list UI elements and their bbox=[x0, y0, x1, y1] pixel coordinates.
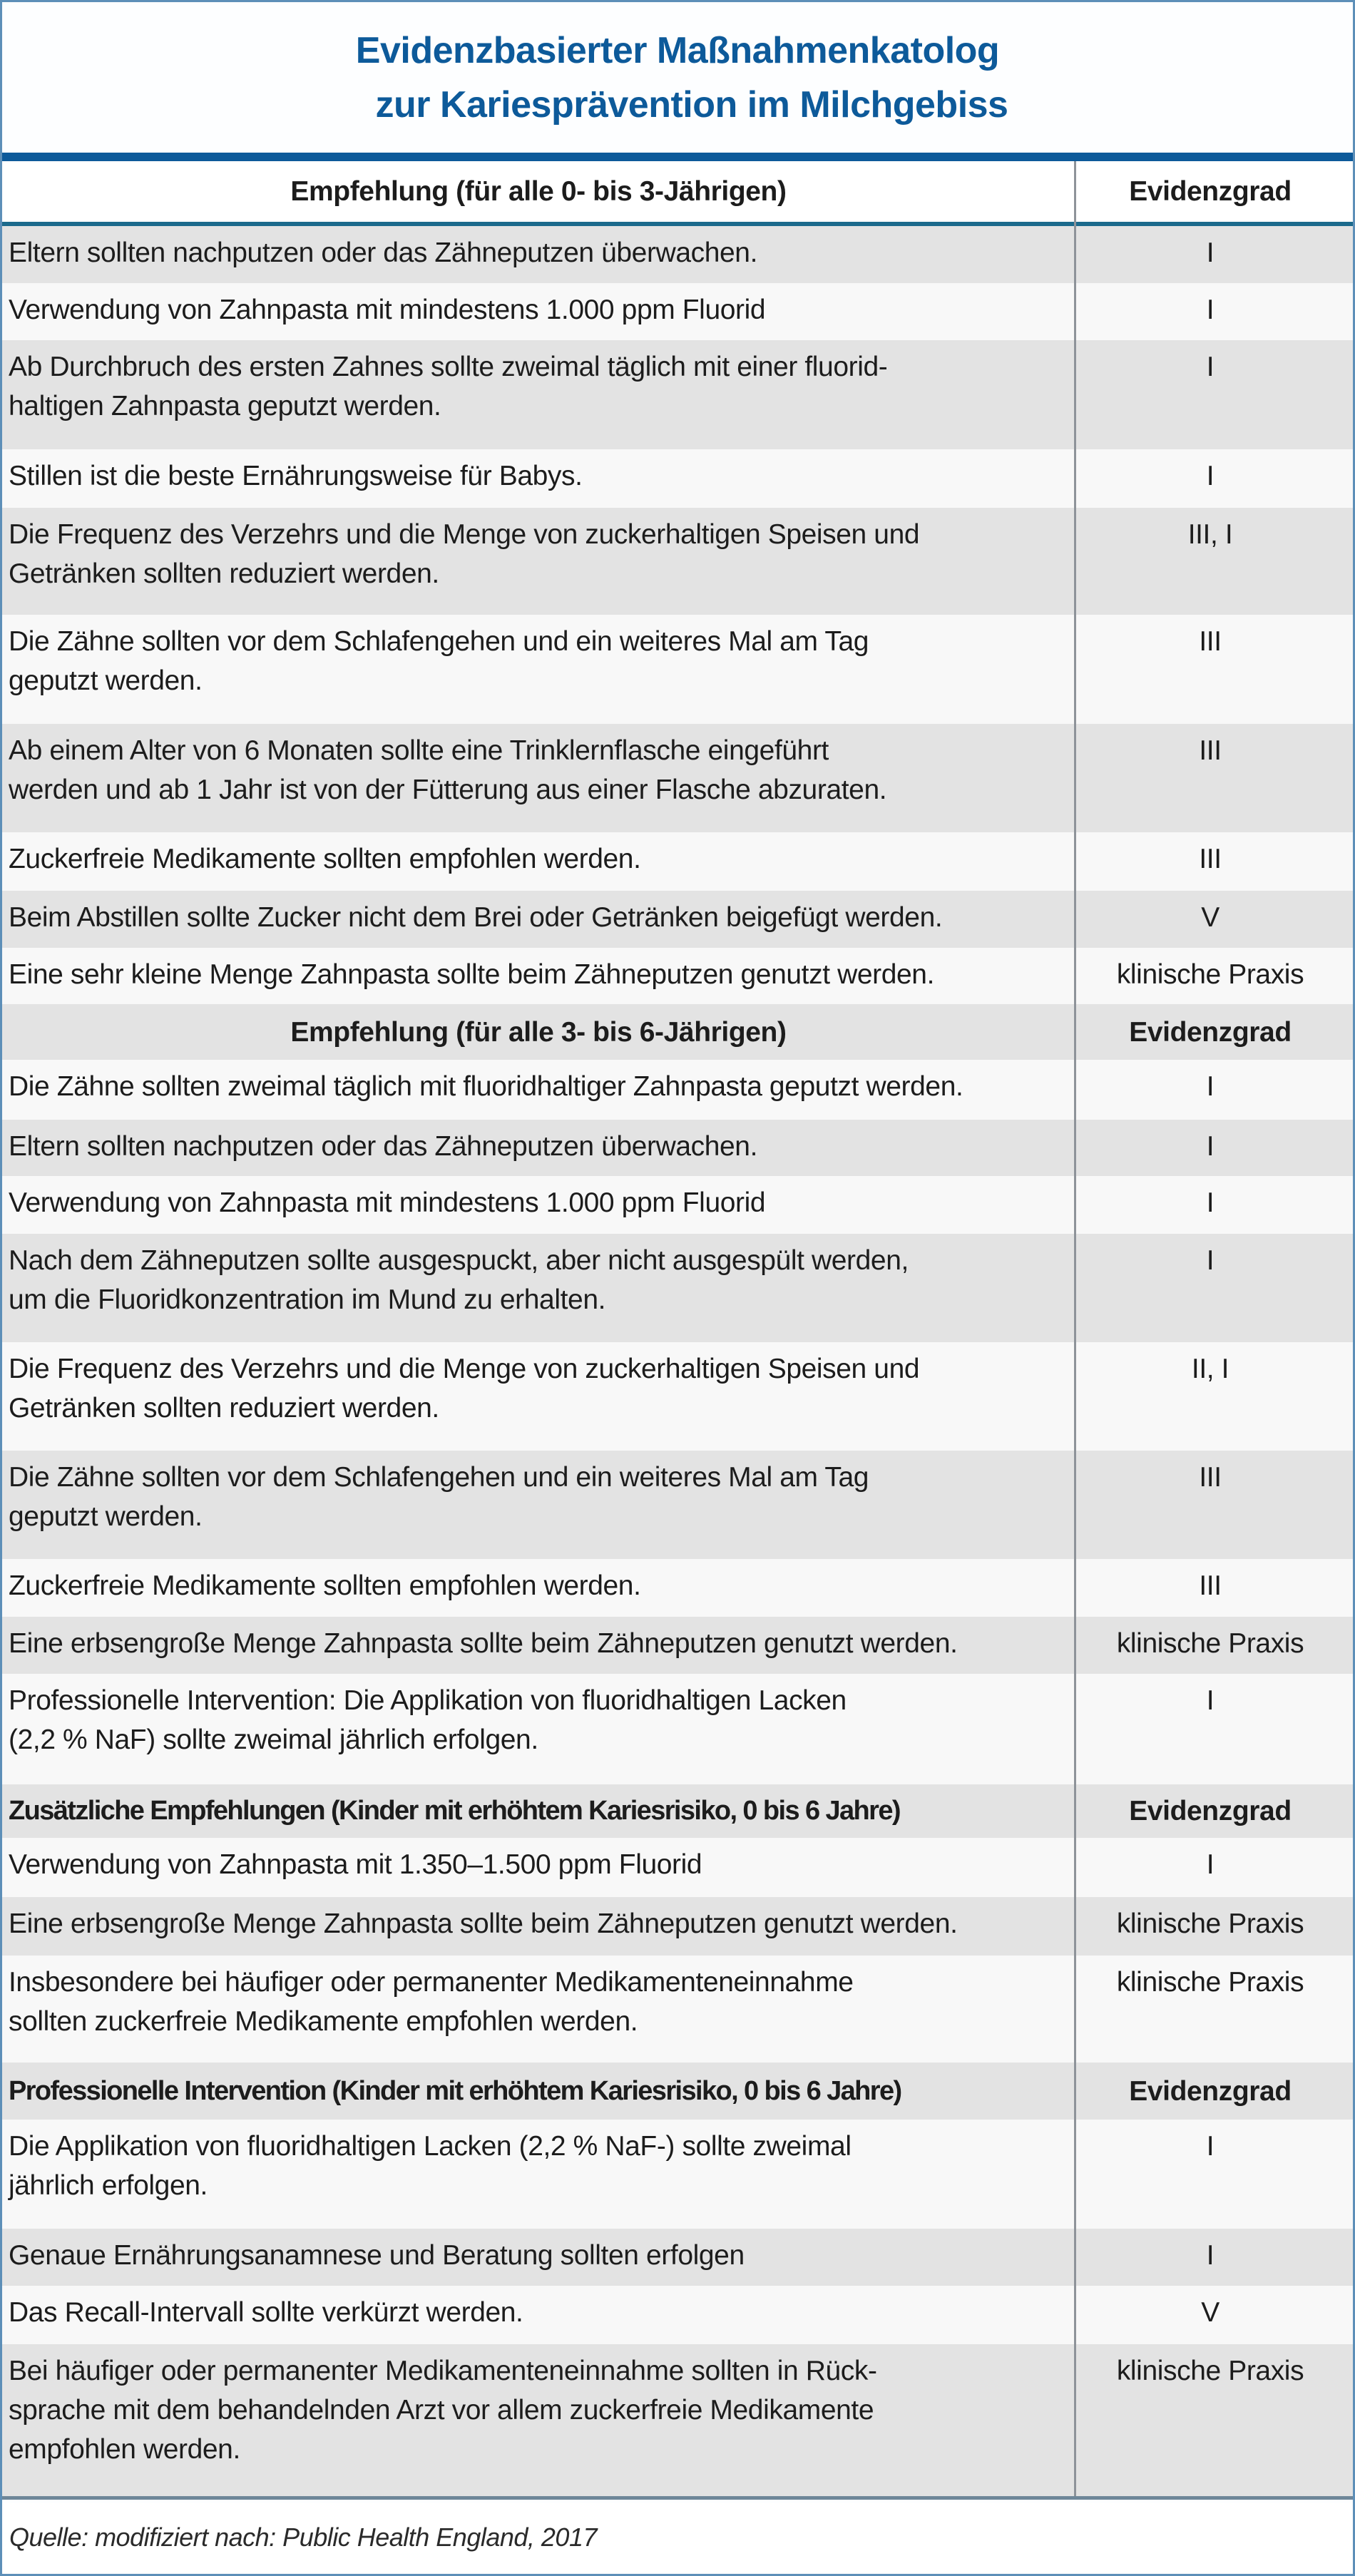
evidence-grade: I bbox=[1206, 2131, 1215, 2162]
evidence-grade-cell bbox=[1074, 1617, 1346, 1674]
evidence-grade-cell bbox=[1074, 615, 1346, 724]
recommendation-text-line: Insbesondere bei häufiger oder permanenter Medikamenteneinnahme bbox=[9, 1967, 854, 1998]
evidence-grade-cell bbox=[1074, 724, 1346, 832]
recommendation-cell bbox=[2, 1838, 1074, 1897]
recommendation-text-line: Das Recall-Intervall sollte verkürzt werden. bbox=[9, 2297, 523, 2328]
evidence-grade: III bbox=[1199, 735, 1222, 766]
evidence-grade-cell bbox=[1074, 832, 1346, 891]
recommendation-text-line: geputzt werden. bbox=[9, 665, 203, 696]
recommendation-text-line: um die Fluoridkonzentration im Mund zu erhalten. bbox=[9, 1284, 606, 1315]
evidence-grade-cell bbox=[1074, 283, 1346, 340]
recommendation-text-line: Nach dem Zähneputzen sollte ausgespuckt, aber nicht ausgespült werden, bbox=[9, 1245, 909, 1276]
recommendation-cell bbox=[2, 1674, 1074, 1784]
evidence-grade: I bbox=[1206, 295, 1215, 325]
recommendation-cell bbox=[2, 226, 1074, 283]
recommendation-text-line: Eine erbsengroße Menge Zahnpasta sollte beim Zähneputzen genutzt werden. bbox=[9, 1908, 958, 1939]
evidence-grade: klinische Praxis bbox=[1116, 959, 1304, 990]
recommendation-cell bbox=[2, 1617, 1074, 1674]
evidence-grade: I bbox=[1206, 1071, 1215, 1102]
section-header bbox=[2, 1004, 1074, 1060]
recommendation-cell bbox=[2, 1176, 1074, 1234]
evidence-grade: I bbox=[1206, 237, 1215, 268]
recommendation-text-line: Verwendung von Zahnpasta mit mindestens 1.000 ppm Fluorid bbox=[9, 295, 766, 325]
grade-header-label: Evidenzgrad bbox=[1129, 2075, 1292, 2107]
grade-header-label: Evidenzgrad bbox=[1129, 1016, 1292, 1048]
recommendation-text-line: werden und ab 1 Jahr ist von der Fütterung aus einer Flasche abzuraten. bbox=[9, 775, 887, 805]
table-row bbox=[2, 2120, 1353, 2229]
title-rule bbox=[2, 153, 1353, 161]
recommendation-text-line: Zuckerfreie Medikamente sollten empfohlen werden. bbox=[9, 844, 641, 874]
evidence-grade-cell bbox=[1074, 2120, 1346, 2229]
evidence-grade-cell bbox=[1074, 226, 1346, 283]
evidence-grade: I bbox=[1206, 1849, 1215, 1880]
recommendation-cell bbox=[2, 891, 1074, 948]
recommendation-text-line: Ab einem Alter von 6 Monaten sollte eine Trinklernflasche eingeführt bbox=[9, 735, 829, 766]
recommendation-cell bbox=[2, 508, 1074, 615]
recommendation-text-line: Bei häufiger oder permanenter Medikamenteneinnahme sollten in Rück- bbox=[9, 2356, 877, 2386]
evidence-grade: I bbox=[1206, 461, 1215, 491]
evidence-grade: klinische Praxis bbox=[1116, 1967, 1304, 1998]
recommendation-cell bbox=[2, 948, 1074, 1004]
evidence-grade-cell bbox=[1074, 2229, 1346, 2286]
recommendation-text-line: Stillen ist die beste Ernährungsweise für Babys. bbox=[9, 461, 583, 491]
evidence-grade-cell bbox=[1074, 948, 1346, 1004]
section-header-label: Professionelle Intervention (Kinder mit erhöhtem Kariesrisiko, 0 bis 6 Jahre) bbox=[9, 2075, 901, 2106]
table-row bbox=[2, 2286, 1353, 2344]
section-header-row bbox=[2, 1784, 1353, 1838]
recommendation-cell bbox=[2, 1342, 1074, 1451]
recommendation-text-line: empfohlen werden. bbox=[9, 2434, 240, 2465]
evidence-grade: III bbox=[1199, 844, 1222, 874]
grade-column-header bbox=[1074, 2063, 1346, 2120]
evidence-grade: III bbox=[1199, 1570, 1222, 1601]
recommendation-cell bbox=[2, 615, 1074, 724]
evidence-grade-cell bbox=[1074, 1559, 1346, 1617]
grade-column-header bbox=[1074, 1004, 1346, 1060]
evidence-grade-cell bbox=[1074, 508, 1346, 615]
table-row bbox=[2, 1897, 1353, 1956]
evidence-grade: III, I bbox=[1187, 519, 1233, 550]
table-row bbox=[2, 2344, 1353, 2498]
section-header-label: Empfehlung (für alle 3- bis 6-Jährigen) bbox=[290, 1016, 787, 1048]
evidence-grade-cell bbox=[1074, 1060, 1346, 1120]
recommendation-text-line: Die Applikation von fluoridhaltigen Lacken (2,2 % NaF-) sollte zweimal bbox=[9, 2131, 852, 2162]
recommendation-text-line: Verwendung von Zahnpasta mit 1.350–1.500 ppm Fluorid bbox=[9, 1849, 702, 1880]
evidence-grade-cell bbox=[1074, 891, 1346, 948]
table-row bbox=[2, 1234, 1353, 1342]
recommendation-text-line: Die Frequenz des Verzehrs und die Menge von zuckerhaltigen Speisen und bbox=[9, 1354, 920, 1384]
evidence-grade-cell bbox=[1074, 2344, 1346, 2498]
evidence-grade: I bbox=[1206, 1245, 1215, 1276]
evidence-grade: III bbox=[1199, 626, 1222, 657]
evidence-grade-cell bbox=[1074, 1176, 1346, 1234]
recommendation-cell bbox=[2, 449, 1074, 508]
recommendation-cell bbox=[2, 1451, 1074, 1559]
recommendation-text-line: Eine erbsengroße Menge Zahnpasta sollte beim Zähneputzen genutzt werden. bbox=[9, 1628, 958, 1659]
table-row bbox=[2, 724, 1353, 832]
recommendation-text-line: Eltern sollten nachputzen oder das Zähneputzen überwachen. bbox=[9, 1131, 758, 1162]
recommendation-text-line: Getränken sollten reduziert werden. bbox=[9, 558, 439, 589]
recommendation-text-line: Die Zähne sollten vor dem Schlafengehen und ein weiteres Mal am Tag bbox=[9, 626, 869, 657]
table-row bbox=[2, 508, 1353, 615]
table-bottom-rule bbox=[2, 2496, 1353, 2500]
evidence-grade: V bbox=[1201, 2297, 1220, 2328]
evidence-grade-cell bbox=[1074, 1956, 1346, 2063]
evidence-grade-cell bbox=[1074, 1234, 1346, 1342]
section-header bbox=[2, 161, 1074, 222]
evidence-grade: klinische Praxis bbox=[1116, 2356, 1304, 2386]
evidence-grade-cell bbox=[1074, 1897, 1346, 1956]
evidence-grade-cell bbox=[1074, 1342, 1346, 1451]
table-row bbox=[2, 2229, 1353, 2286]
recommendation-text-line: geputzt werden. bbox=[9, 1501, 203, 1532]
recommendation-cell bbox=[2, 2229, 1074, 2286]
recommendation-text-line: Eine sehr kleine Menge Zahnpasta sollte beim Zähneputzen genutzt werden. bbox=[9, 959, 935, 990]
table-row bbox=[2, 1060, 1353, 1120]
section-header-row bbox=[2, 161, 1353, 222]
recommendation-text-line: Genaue Ernährungsanamnese und Beratung sollten erfolgen bbox=[9, 2240, 745, 2271]
table-row bbox=[2, 1838, 1353, 1897]
recommendation-text-line: Die Zähne sollten vor dem Schlafengehen und ein weiteres Mal am Tag bbox=[9, 1462, 869, 1493]
recommendation-cell bbox=[2, 1559, 1074, 1617]
table-row bbox=[2, 1559, 1353, 1617]
grade-header-label: Evidenzgrad bbox=[1129, 176, 1292, 207]
section-header-label: Empfehlung (für alle 0- bis 3-Jährigen) bbox=[290, 176, 787, 207]
grade-header-label: Evidenzgrad bbox=[1129, 1796, 1292, 1826]
title-line-2: zur Kariesprävention im Milchgebiss bbox=[375, 83, 1008, 126]
recommendation-text-line: Beim Abstillen sollte Zucker nicht dem Brei oder Getränken beigefügt werden. bbox=[9, 902, 943, 933]
recommendation-cell bbox=[2, 832, 1074, 891]
table-row bbox=[2, 1674, 1353, 1784]
recommendation-cell bbox=[2, 2286, 1074, 2344]
evidence-grade: II, I bbox=[1191, 1354, 1229, 1384]
recommendation-cell bbox=[2, 1897, 1074, 1956]
recommendation-text-line: Eltern sollten nachputzen oder das Zähneputzen überwachen. bbox=[9, 237, 758, 268]
evidence-grade: I bbox=[1206, 1685, 1215, 1716]
evidence-grade: klinische Praxis bbox=[1116, 1908, 1304, 1939]
section-header-label: Zusätzliche Empfehlungen (Kinder mit erhöhtem Kariesrisiko, 0 bis 6 Jahre) bbox=[9, 1796, 900, 1826]
recommendation-cell bbox=[2, 1120, 1074, 1176]
recommendation-text-line: sprache mit dem behandelnden Arzt vor allem zuckerfreie Medikamente bbox=[9, 2395, 874, 2426]
evidence-grade: III bbox=[1199, 1462, 1222, 1493]
recommendation-cell bbox=[2, 1234, 1074, 1342]
source-footer bbox=[2, 2503, 1353, 2572]
document-title bbox=[2, 2, 1353, 153]
evidence-grade-cell bbox=[1074, 2286, 1346, 2344]
evidence-grade-cell bbox=[1074, 449, 1346, 508]
table-row bbox=[2, 891, 1353, 948]
evidence-grade-cell bbox=[1074, 340, 1346, 449]
evidence-grade-cell bbox=[1074, 1120, 1346, 1176]
recommendation-text-line: Zuckerfreie Medikamente sollten empfohlen werden. bbox=[9, 1570, 641, 1601]
evidence-grade: klinische Praxis bbox=[1116, 1628, 1304, 1659]
recommendation-text-line: (2,2 % NaF) sollte zweimal jährlich erfolgen. bbox=[9, 1724, 538, 1755]
evidence-grade: I bbox=[1206, 2240, 1215, 2271]
recommendation-text-line: Verwendung von Zahnpasta mit mindestens 1.000 ppm Fluorid bbox=[9, 1187, 766, 1218]
table-row bbox=[2, 1120, 1353, 1176]
table-row bbox=[2, 226, 1353, 283]
evidence-grade: V bbox=[1201, 902, 1220, 933]
table-row bbox=[2, 1617, 1353, 1674]
recommendation-text-line: Professionelle Intervention: Die Applikation von fluoridhaltigen Lacken bbox=[9, 1685, 847, 1716]
source-note: Quelle: modifiziert nach: Public Health England, 2017 bbox=[9, 2523, 597, 2552]
recommendation-cell bbox=[2, 1060, 1074, 1120]
table-row bbox=[2, 1176, 1353, 1234]
recommendation-text-line: haltigen Zahnpasta geputzt werden. bbox=[9, 391, 441, 421]
section-header bbox=[2, 2063, 1074, 2120]
title-line-1: Evidenzbasierter Maßnahmenkatolog bbox=[355, 29, 1000, 71]
recommendation-cell bbox=[2, 2344, 1074, 2498]
recommendation-text-line: Die Frequenz des Verzehrs und die Menge von zuckerhaltigen Speisen und bbox=[9, 519, 920, 550]
grade-column-header bbox=[1074, 1784, 1346, 1838]
recommendation-text-line: Getränken sollten reduziert werden. bbox=[9, 1393, 439, 1424]
section-header-row bbox=[2, 2063, 1353, 2120]
table-row bbox=[2, 1956, 1353, 2063]
evidence-grade-cell bbox=[1074, 1451, 1346, 1559]
table-row bbox=[2, 832, 1353, 891]
table-row bbox=[2, 1342, 1353, 1451]
recommendation-cell bbox=[2, 1956, 1074, 2063]
evidence-grade: I bbox=[1206, 1187, 1215, 1218]
recommendation-cell bbox=[2, 340, 1074, 449]
evidence-grade-cell bbox=[1074, 1838, 1346, 1897]
evidence-grade: I bbox=[1206, 352, 1215, 382]
table-row bbox=[2, 948, 1353, 1004]
recommendation-text-line: Ab Durchbruch des ersten Zahnes sollte zweimal täglich mit einer fluorid- bbox=[9, 352, 888, 382]
table-row bbox=[2, 449, 1353, 508]
section-header-row bbox=[2, 1004, 1353, 1060]
table-row bbox=[2, 283, 1353, 340]
section-header bbox=[2, 1784, 1074, 1838]
recommendation-text-line: Die Zähne sollten zweimal täglich mit fluoridhaltiger Zahnpasta geputzt werden. bbox=[9, 1071, 963, 1102]
recommendation-text-line: sollten zuckerfreie Medikamente empfohlen werden. bbox=[9, 2006, 638, 2037]
grade-column-header bbox=[1074, 161, 1346, 222]
table-row bbox=[2, 615, 1353, 724]
evidence-grade: I bbox=[1206, 1131, 1215, 1162]
recommendation-cell bbox=[2, 2120, 1074, 2229]
recommendation-cell bbox=[2, 724, 1074, 832]
column-divider bbox=[1074, 161, 1076, 2498]
recommendation-text-line: jährlich erfolgen. bbox=[9, 2170, 208, 2201]
table-row bbox=[2, 1451, 1353, 1559]
recommendation-cell bbox=[2, 283, 1074, 340]
evidence-grade-cell bbox=[1074, 1674, 1346, 1784]
table-row bbox=[2, 340, 1353, 449]
